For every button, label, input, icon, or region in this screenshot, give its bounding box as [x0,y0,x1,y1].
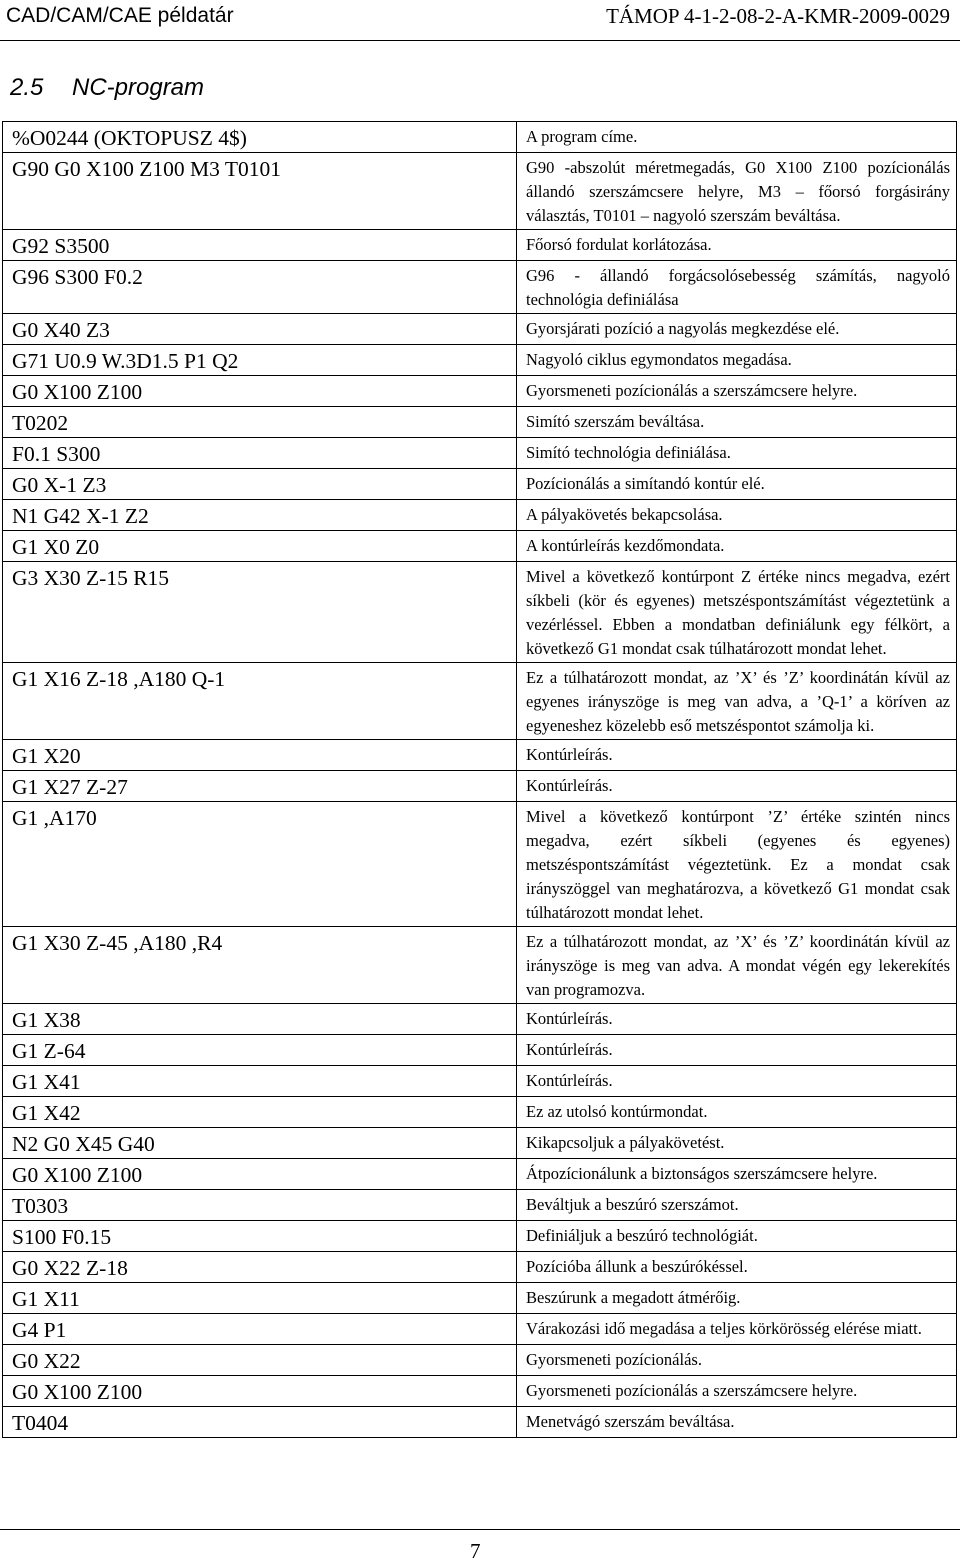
nc-code-cell: S100 F0.15 [3,1221,517,1252]
table-row [3,1314,957,1345]
description-cell: Ez a túlhatározott mondat, az ’X’ és ’Z’ koordinátán kívül az irányszöge is meg van adva. A mondat végén egy lekerekítés van programozva. [517,927,957,1004]
nc-code-cell: N1 G42 X-1 Z2 [3,500,517,531]
nc-code-cell: G0 X40 Z3 [3,314,517,345]
page-number: 7 [470,1539,481,1563]
nc-code-cell: G1 X38 [3,1004,517,1035]
header-book-title: CAD/CAM/CAE példatár [6,4,234,27]
nc-code-cell: G1 ,A170 [3,802,517,927]
nc-code-cell: G96 S300 F0.2 [3,261,517,314]
nc-code-cell: G0 X100 Z100 [3,1159,517,1190]
nc-code-cell: G0 X-1 Z3 [3,469,517,500]
nc-code-cell: G1 X0 Z0 [3,531,517,562]
description-cell: Mivel a következő kontúrpont ’Z’ értéke szintén nincs megadva, ezért síkbeli (egyenes és egyenes) metszéspontszámítást végeztetünk. Ez a mondat csak irányszöggel van meghatározva, a következő G1 mondat csak túlhatározott mondat lehet. [517,802,957,927]
nc-code-cell: N2 G0 X45 G40 [3,1128,517,1159]
description-cell: Kontúrleírás. [517,771,957,802]
footer-divider [0,1529,960,1530]
table-row [3,1004,957,1035]
description-cell: Simító szerszám beváltása. [517,407,957,438]
table-row [3,153,957,230]
table-row [3,407,957,438]
table-row [3,261,957,314]
table-row [3,1035,957,1066]
nc-code-cell: G1 X42 [3,1097,517,1128]
table-row [3,1159,957,1190]
table-row [3,438,957,469]
nc-code-cell: G1 X41 [3,1066,517,1097]
description-cell: A pályakövetés bekapcsolása. [517,500,957,531]
description-cell: Átpozícionálunk a biztonságos szerszámcsere helyre. [517,1159,957,1190]
description-cell: Definiáljuk a beszúró technológiát. [517,1221,957,1252]
table-row [3,771,957,802]
description-cell: Gyorsmeneti pozícionálás a szerszámcsere helyre. [517,1376,957,1407]
table-row [3,1066,957,1097]
description-cell: Pozícionálás a simítandó kontúr elé. [517,469,957,500]
section-heading [10,74,204,102]
nc-code-cell: T0303 [3,1190,517,1221]
table-row [3,740,957,771]
header-divider [0,40,960,41]
table-row [3,663,957,740]
nc-code-cell: G92 S3500 [3,230,517,261]
nc-code-cell: F0.1 S300 [3,438,517,469]
table-row [3,562,957,663]
table-row [3,1128,957,1159]
description-cell: Nagyoló ciklus egymondatos megadása. [517,345,957,376]
table-row [3,1407,957,1438]
nc-code-cell: T0404 [3,1407,517,1438]
description-cell: Gyorsmeneti pozícionálás a szerszámcsere helyre. [517,376,957,407]
section-number: 2.5 [10,74,44,101]
table-row [3,469,957,500]
table-row [3,122,957,153]
table-row [3,1345,957,1376]
table-row [3,500,957,531]
nc-code-cell: G0 X22 Z-18 [3,1252,517,1283]
nc-code-cell: G1 Z-64 [3,1035,517,1066]
description-cell: Kontúrleírás. [517,1035,957,1066]
nc-code-cell: G1 X16 Z-18 ,A180 Q-1 [3,663,517,740]
description-cell: Kontúrleírás. [517,1004,957,1035]
nc-code-cell: G4 P1 [3,1314,517,1345]
description-cell: G90 -abszolút méretmegadás, G0 X100 Z100 pozícionálás állandó szerszámcsere helyre, M3 – főorsó forgásirány választás, T0101 – nagyoló szerszám beváltása. [517,153,957,230]
nc-program-table [2,121,957,1438]
description-cell: A kontúrleírás kezdőmondata. [517,531,957,562]
table-row [3,1252,957,1283]
nc-code-cell: G0 X100 Z100 [3,1376,517,1407]
table-row [3,927,957,1004]
table-row [3,376,957,407]
description-cell: A program címe. [517,122,957,153]
nc-code-cell: G0 X22 [3,1345,517,1376]
description-cell: Ez a túlhatározott mondat, az ’X’ és ’Z’ koordinátán kívül az egyenes irányszöge is meg van adva, a ’Q-1’ a köríven az egyeneshez közelebb eső metszéspontot számolja ki. [517,663,957,740]
header-project-code: TÁMOP 4-1-2-08-2-A-KMR-2009-0029 [606,4,950,28]
description-cell: Pozícióba állunk a beszúrókéssel. [517,1252,957,1283]
table-row [3,1190,957,1221]
description-cell: Kikapcsoljuk a pályakövetést. [517,1128,957,1159]
nc-code-cell: %O0244 (OKTOPUSZ 4$) [3,122,517,153]
table-row [3,1283,957,1314]
nc-code-cell: G1 X30 Z-45 ,A180 ,R4 [3,927,517,1004]
table-row [3,802,957,927]
description-cell: G96 - állandó forgácsolósebesség számítás, nagyoló technológia definiálása [517,261,957,314]
nc-code-cell: G90 G0 X100 Z100 M3 T0101 [3,153,517,230]
description-cell: Beváltjuk a beszúró szerszámot. [517,1190,957,1221]
table-row [3,314,957,345]
description-cell: Kontúrleírás. [517,740,957,771]
nc-code-cell: G1 X11 [3,1283,517,1314]
description-cell: Simító technológia definiálása. [517,438,957,469]
table-row [3,345,957,376]
description-cell: Kontúrleírás. [517,1066,957,1097]
table-row [3,230,957,261]
description-cell: Mivel a következő kontúrpont Z értéke nincs megadva, ezért síkbeli (kör és egyenes) metszéspontszámítást végeztetünk a vezérléssel. Ebben a mondatban definiálunk egy félkört, a következő G1 mondat csak túlhatározott mondat lehet. [517,562,957,663]
nc-code-cell: T0202 [3,407,517,438]
description-cell: Menetvágó szerszám beváltása. [517,1407,957,1438]
page-header [0,0,960,36]
nc-code-cell: G1 X20 [3,740,517,771]
description-cell: Várakozási idő megadása a teljes körkörösség elérése miatt. [517,1314,957,1345]
description-cell: Ez az utolsó kontúrmondat. [517,1097,957,1128]
table-row [3,1221,957,1252]
nc-code-cell: G3 X30 Z-15 R15 [3,562,517,663]
description-cell: Gyorsmeneti pozícionálás. [517,1345,957,1376]
table-row [3,1097,957,1128]
description-cell: Főorsó fordulat korlátozása. [517,230,957,261]
description-cell: Beszúrunk a megadott átmérőig. [517,1283,957,1314]
section-title: NC-program [72,74,205,101]
nc-code-cell: G71 U0.9 W.3D1.5 P1 Q2 [3,345,517,376]
table-row [3,1376,957,1407]
nc-code-cell: G0 X100 Z100 [3,376,517,407]
description-cell: Gyorsjárati pozíció a nagyolás megkezdése elé. [517,314,957,345]
nc-program-table-body [3,122,957,1438]
table-row [3,531,957,562]
nc-code-cell: G1 X27 Z-27 [3,771,517,802]
